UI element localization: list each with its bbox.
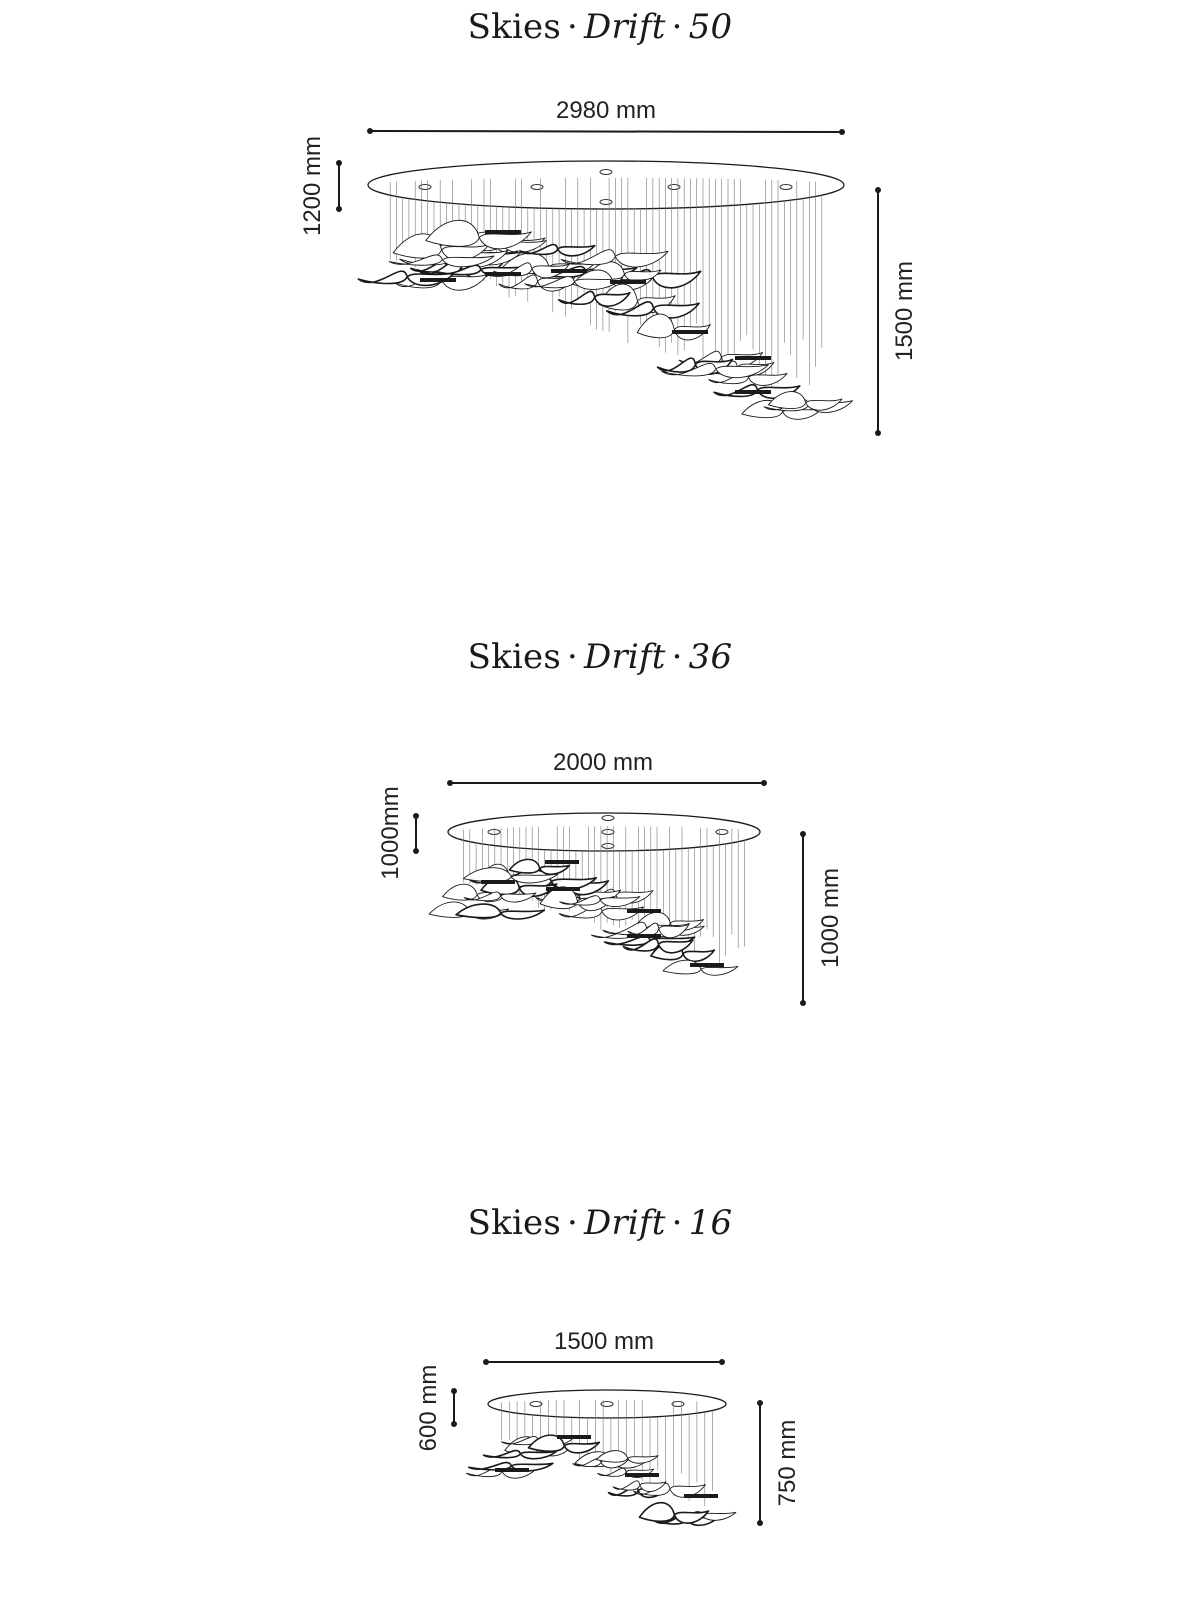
series-name: Skies	[467, 1203, 561, 1243]
drop-label: 1500 mm	[891, 260, 918, 362]
ceiling-dimension	[299, 136, 342, 236]
series-name: Skies	[467, 7, 561, 47]
drop-label: 1000 mm	[817, 867, 844, 969]
figure-drift-36	[377, 749, 844, 1006]
leaf-shade	[456, 904, 544, 919]
ceiling-label: 1200 mm	[299, 135, 326, 237]
leaf-cluster	[429, 859, 738, 975]
ceiling-label: 600 mm	[415, 1364, 442, 1452]
model-size: 36	[688, 637, 733, 677]
model-name: Drift	[584, 1203, 666, 1243]
width-dimension	[447, 749, 767, 786]
drop-dimension	[800, 831, 844, 1006]
drop-dimension	[757, 1400, 801, 1526]
title-separator: ·	[671, 7, 683, 47]
ceiling-canopy	[368, 161, 844, 209]
series-name: Skies	[467, 637, 561, 677]
ceiling-dimension	[377, 786, 419, 879]
model-name: Drift	[584, 637, 666, 677]
drop-label: 750 mm	[774, 1419, 801, 1507]
title-separator: ·	[671, 637, 683, 677]
title-separator: ·	[567, 637, 579, 677]
width-label: 2980 mm	[555, 97, 657, 124]
figure-drift-16	[415, 1328, 801, 1526]
ceiling-dimension	[415, 1365, 457, 1452]
leaf-shade	[663, 960, 738, 975]
title-separator: ·	[567, 1203, 579, 1243]
model-name: Drift	[584, 7, 666, 47]
leaf-cluster	[358, 220, 852, 419]
title-separator: ·	[567, 7, 579, 47]
width-dimension	[483, 1328, 725, 1365]
ceiling-label: 1000mm	[377, 786, 404, 880]
leaf-shade	[484, 1451, 557, 1459]
ceiling-canopy	[488, 1390, 726, 1418]
leaf-cluster	[466, 1435, 736, 1525]
width-dimension	[367, 97, 845, 135]
figure-drift-50	[299, 97, 918, 436]
drop-dimension	[875, 187, 918, 436]
model-size: 16	[688, 1203, 733, 1243]
width-label: 2000 mm	[552, 749, 654, 776]
model-size: 50	[688, 7, 733, 47]
title-separator: ·	[671, 1203, 683, 1243]
width-label: 1500 mm	[553, 1328, 655, 1355]
